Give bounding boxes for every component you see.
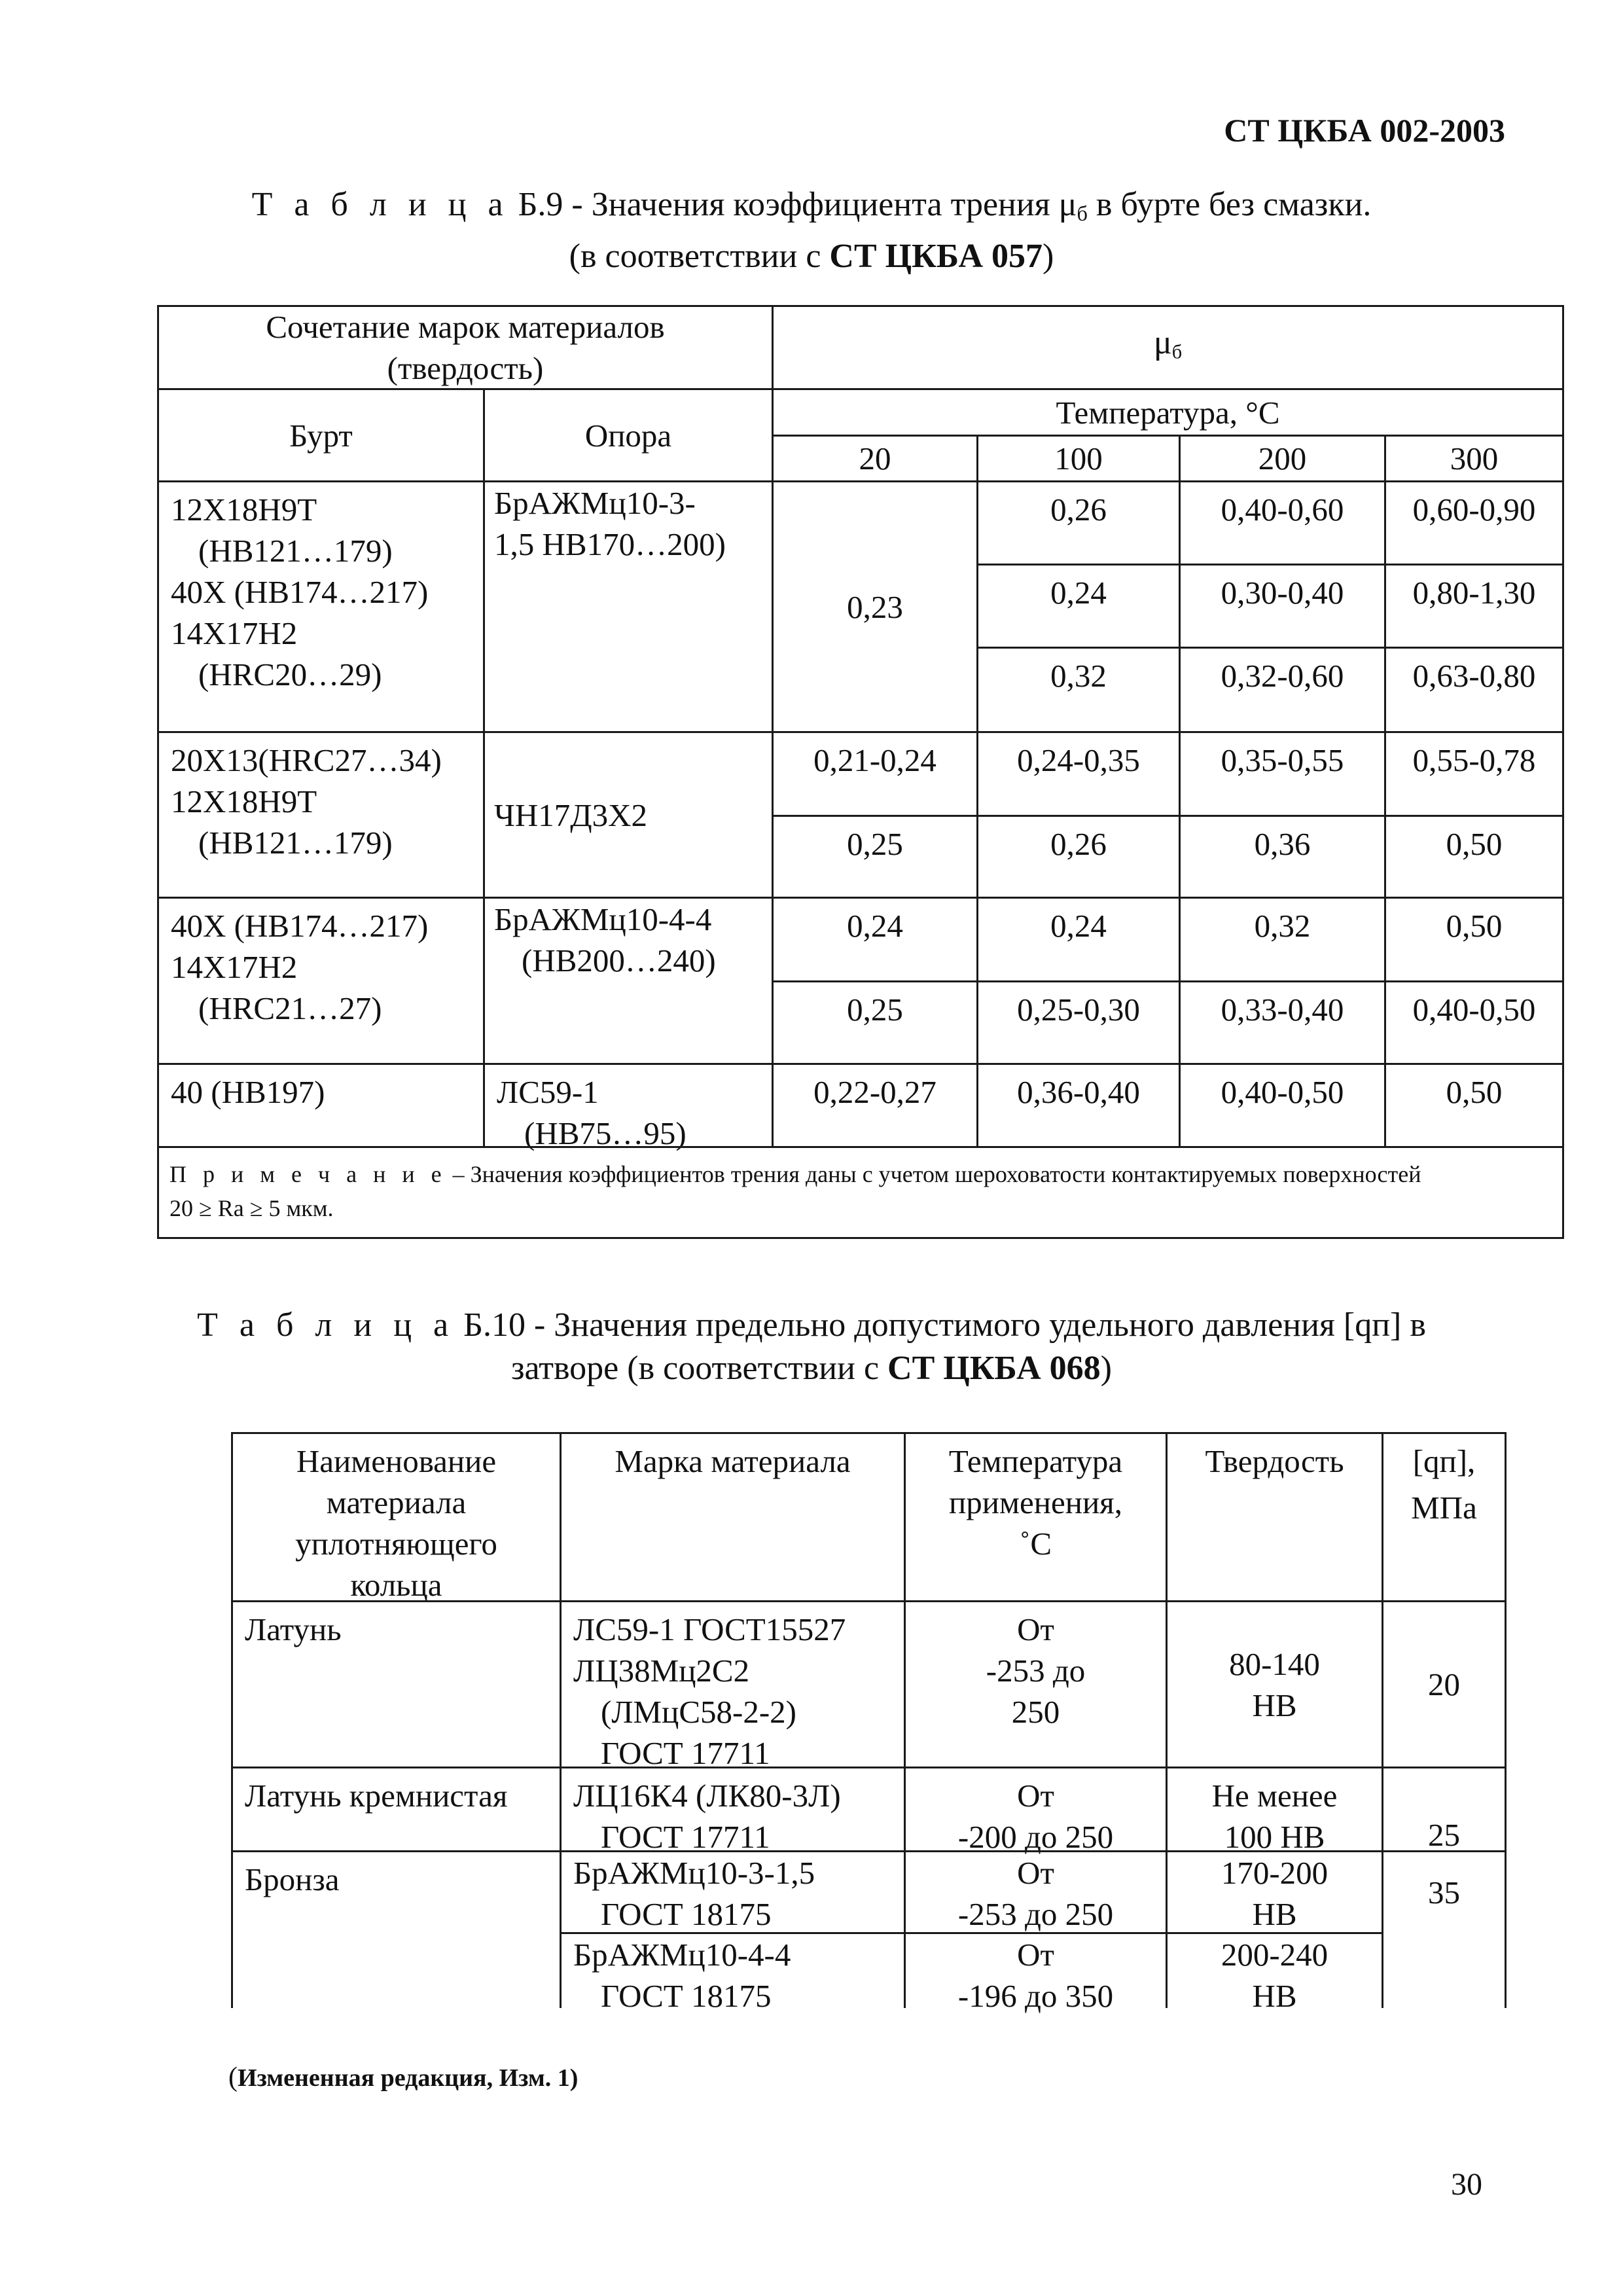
mu-value: 0,22-0,27 — [813, 1074, 936, 1110]
standard-reference: СТ ЦКБА 057 — [829, 238, 1043, 276]
cell-line: БрАЖМц10-4-4 — [573, 1937, 791, 1973]
group3-r2-t300 — [1384, 980, 1564, 1065]
mu-value: 0,50 — [1446, 1074, 1503, 1110]
material-line: 40Х (НВ174…217) — [171, 574, 429, 610]
cell-line: От — [1017, 1855, 1054, 1891]
group3-burt — [157, 897, 485, 1065]
table-b10-caption — [0, 1304, 1623, 1390]
cell-line: ГОСТ 17711 — [601, 1819, 770, 1855]
table-b10-title: Б.10 - Значения предельно допустимого удельного давления [qп] в — [463, 1306, 1426, 1344]
group2-r1-t200 — [1179, 731, 1386, 817]
table-label-spaced: Т а б л и ц а — [197, 1306, 455, 1344]
table-b10-caption-line1 — [0, 1304, 1623, 1347]
cell-line: 200-240 — [1221, 1937, 1329, 1973]
note-text: – Значения коэффициентов трения даны с учетом шероховатости контактируемых поверхностей — [446, 1161, 1421, 1187]
cell-value: 25 — [1428, 1817, 1460, 1853]
caption-suffix: ) — [1043, 238, 1054, 276]
temp-value: 300 — [1450, 440, 1499, 476]
mu-value: 0,32 — [1254, 908, 1311, 944]
cell-line: 80-140 — [1229, 1645, 1320, 1682]
footnote-text: Измененная редакция, Изм. 1 — [238, 2064, 570, 2092]
mu-value: 0,50 — [1446, 908, 1503, 944]
cell-line: -253 до 250 — [957, 1896, 1114, 1932]
row4-temp — [904, 1932, 1168, 2014]
row2-temp — [904, 1767, 1168, 1855]
mu-subscript: б — [1077, 202, 1088, 226]
group1-r1-t300 — [1384, 480, 1564, 565]
mu-value: 0,24 — [847, 908, 903, 944]
page-number: 30 — [1451, 2167, 1482, 2202]
cell-line: Бронза — [245, 1861, 340, 1897]
group2-r2-t20 — [772, 815, 978, 899]
material-line: (НRС21…27) — [198, 990, 382, 1026]
row4-marks — [560, 1932, 906, 2014]
row1-name — [231, 1600, 562, 1768]
cell-line: ГОСТ 18175 — [601, 1896, 772, 1932]
cell-line: -200 до 250 — [957, 1819, 1114, 1855]
row1-hardness — [1166, 1600, 1383, 1768]
mu-value: 0,25-0,30 — [1017, 992, 1140, 1028]
cell-line: Латунь — [245, 1611, 342, 1647]
header-line: Температура — [948, 1443, 1123, 1479]
group1-r1-t200 — [1179, 480, 1386, 565]
table-b10 — [231, 1432, 1507, 2014]
row3-hardness — [1166, 1850, 1383, 1934]
material-line: (НВ75…95) — [524, 1115, 687, 1151]
row1-pressure — [1382, 1600, 1507, 1768]
caption-suffix: ) — [1100, 1350, 1112, 1387]
header-temp-300 — [1384, 435, 1564, 482]
row4-hardness — [1166, 1932, 1383, 2014]
mu-value: 0,40-0,60 — [1221, 492, 1344, 528]
group2-r1-t100 — [976, 731, 1181, 817]
table-b10-caption-line2 — [0, 1347, 1623, 1390]
mu-value: 0,80-1,30 — [1412, 575, 1536, 611]
group1-burt — [157, 480, 485, 733]
header-line: кольца — [350, 1567, 442, 1603]
group4-t20 — [772, 1063, 978, 1148]
row2-marks — [560, 1767, 906, 1855]
group3-r2-t200 — [1179, 980, 1386, 1065]
group4-opora — [483, 1063, 774, 1151]
temp-value: 20 — [859, 440, 891, 476]
header-temp-20 — [772, 435, 978, 482]
group3-r2-t100 — [976, 980, 1181, 1065]
mu-value: 0,60-0,90 — [1412, 492, 1536, 528]
header-line: применения, — [949, 1484, 1122, 1520]
revision-footnote — [228, 2062, 578, 2093]
mu-value: 0,32 — [1050, 658, 1107, 694]
group4-burt — [157, 1063, 485, 1148]
cell-line: НВ — [1252, 1687, 1297, 1723]
header-mu — [772, 305, 1564, 390]
mu-value: 0,36 — [1254, 826, 1311, 862]
mu-value: 0,50 — [1446, 826, 1503, 862]
header-line: Марка материала — [615, 1443, 851, 1479]
group2-opora — [483, 731, 774, 899]
mu-value: 0,26 — [1050, 492, 1107, 528]
header-opora — [483, 388, 774, 482]
row3-name — [231, 1850, 562, 2008]
group2-r2-t300 — [1384, 815, 1564, 899]
group4-t200 — [1179, 1063, 1386, 1148]
material-line: (НRС20…29) — [198, 656, 382, 692]
material-line: 1,5 НВ170…200) — [494, 526, 726, 562]
mu-value: 0,36-0,40 — [1017, 1074, 1140, 1110]
table-b9-caption — [0, 183, 1623, 278]
document-code: СТ ЦКБА 002-2003 — [1224, 112, 1505, 149]
cell-line: -196 до 350 — [957, 1978, 1114, 2014]
header-line: Наименование — [296, 1443, 497, 1479]
mu-value: 0,32-0,60 — [1221, 658, 1344, 694]
mu-value: 0,25 — [847, 826, 903, 862]
row2-name — [231, 1767, 562, 1852]
header-material-grade — [560, 1432, 906, 1602]
mu-value: 0,63-0,80 — [1412, 658, 1536, 694]
cell-line: Латунь кремнистая — [245, 1778, 508, 1814]
cell-line: НВ — [1252, 1896, 1297, 1932]
mu-value: 0,35-0,55 — [1221, 742, 1344, 778]
mu-value: 0,24-0,35 — [1017, 742, 1140, 778]
mu-value: 0,40-0,50 — [1221, 1074, 1344, 1110]
header-label: Бурт — [289, 417, 353, 454]
header-temp-200 — [1179, 435, 1386, 482]
header-line: Твердость — [1205, 1443, 1344, 1479]
caption-prefix: (в соответствии с — [569, 238, 830, 276]
cell-line: 100 НВ — [1224, 1819, 1325, 1855]
header-temperature — [904, 1432, 1168, 1602]
table-label-spaced: Т а б л и ц а — [251, 186, 510, 223]
material-line: (НВ121…179) — [198, 825, 393, 861]
standard-reference: СТ ЦКБА 068 — [887, 1350, 1101, 1387]
mu-value: 0,24 — [1050, 575, 1107, 611]
material-line: (НВ200…240) — [522, 942, 716, 978]
cell-value: 20 — [1428, 1666, 1460, 1702]
group2-r2-t200 — [1179, 815, 1386, 899]
mu-value: 0,33-0,40 — [1221, 992, 1344, 1028]
group1-r3-t200 — [1179, 647, 1386, 733]
row3-pressure — [1382, 1850, 1507, 2008]
header-line: Сочетание марок материалов — [266, 309, 665, 345]
material-line: ЛС59-1 — [497, 1074, 599, 1110]
mu-value: 0,21-0,24 — [813, 742, 936, 778]
mu-value: 0,25 — [847, 992, 903, 1028]
group3-opora — [483, 897, 774, 1065]
cell-line: ЛЦ16К4 (ЛК80-3Л) — [573, 1778, 841, 1814]
table-b9-note — [157, 1146, 1564, 1239]
mu-value: 0,24 — [1050, 908, 1107, 944]
group3-r1-t100 — [976, 897, 1181, 982]
material-line: 40Х (НВ174…217) — [171, 908, 429, 944]
cell-line: От — [1017, 1778, 1054, 1814]
cell-line: ЛЦ38Мц2С2 — [573, 1653, 750, 1689]
mu-symbol: μ — [1153, 324, 1172, 362]
group1-r3-t100 — [976, 647, 1181, 733]
group1-r1-t100 — [976, 480, 1181, 565]
row3-marks — [560, 1850, 906, 1934]
note-label: П р и м е ч а н и е — [169, 1161, 447, 1187]
table-b9-title-tail: в бурте без смазки. — [1087, 186, 1372, 223]
group4-t300 — [1384, 1063, 1564, 1148]
mu-value: 0,40-0,50 — [1412, 992, 1536, 1028]
row1-temp — [904, 1600, 1168, 1768]
header-temperature — [772, 388, 1564, 437]
row1-marks — [560, 1600, 906, 1771]
material-line: 12Х18Н9Т — [171, 492, 317, 528]
group3-r1-t200 — [1179, 897, 1386, 982]
mu-value: 0,30-0,40 — [1221, 575, 1344, 611]
table-b9 — [157, 305, 1564, 1239]
mu-value: 0,23 — [847, 588, 903, 625]
table-b9-caption-line2 — [0, 235, 1623, 278]
header-ring-material — [231, 1432, 562, 1602]
material-line: 20Х13(НRС27…34) — [171, 742, 442, 778]
temp-value: 100 — [1054, 440, 1103, 476]
cell-line: 170-200 — [1221, 1855, 1329, 1891]
material-line: 14Х17Н2 — [171, 949, 298, 985]
group2-burt — [157, 731, 485, 899]
header-burt — [157, 388, 485, 482]
header-pressure — [1382, 1432, 1507, 1602]
group3-r2-t20 — [772, 980, 978, 1065]
group1-t20 — [772, 480, 978, 733]
group2-r1-t20 — [772, 731, 978, 817]
header-line: уплотняющего — [295, 1526, 497, 1562]
material-line: БрАЖМц10-3- — [494, 485, 696, 521]
group1-r2-t300 — [1384, 564, 1564, 649]
mu-subscript: б — [1171, 340, 1183, 363]
cell-line: НВ — [1252, 1978, 1297, 2014]
group3-r1-t20 — [772, 897, 978, 982]
header-hardness — [1166, 1432, 1383, 1602]
header-label: Опора — [584, 417, 672, 454]
temp-value: 200 — [1258, 440, 1307, 476]
cell-line: -253 до — [986, 1653, 1086, 1689]
cell-line: (ЛМцС58-2-2) — [601, 1694, 796, 1730]
cell-line: ГОСТ 18175 — [601, 1978, 772, 2014]
cell-line: БрАЖМц10-3-1,5 — [573, 1855, 815, 1891]
cell-value: 35 — [1428, 1874, 1460, 1910]
footnote-paren-open: ( — [228, 2062, 238, 2092]
header-label: Температура, °С — [1056, 394, 1280, 431]
material-line: 12Х18Н9Т — [171, 783, 317, 819]
header-material-combo — [157, 305, 774, 390]
cell-line: 250 — [1011, 1694, 1060, 1730]
group1-r3-t300 — [1384, 647, 1564, 733]
group3-r1-t300 — [1384, 897, 1564, 982]
material-line: 14Х17Н2 — [171, 615, 298, 651]
footnote-paren-close: ) — [569, 2064, 579, 2092]
group1-opora — [483, 480, 774, 733]
header-line: материала — [326, 1484, 467, 1520]
material-line: 40 (НВ197) — [171, 1074, 325, 1110]
note-line1 — [169, 1157, 1552, 1191]
material-line: (НВ121…179) — [198, 533, 393, 569]
mu-value: 0,26 — [1050, 826, 1107, 862]
cell-line: ГОСТ 17711 — [601, 1735, 770, 1771]
cell-line: От — [1017, 1937, 1054, 1973]
row2-hardness — [1166, 1767, 1383, 1855]
material-line: БрАЖМц10-4-4 — [494, 901, 712, 937]
header-line: МПа — [1411, 1490, 1477, 1526]
header-line: (твердость) — [387, 350, 544, 386]
cell-line: От — [1017, 1611, 1054, 1647]
group1-r2-t100 — [976, 564, 1181, 649]
row3-temp — [904, 1850, 1168, 1934]
table-b9-caption-line1 — [0, 183, 1623, 235]
cell-line: ЛС59-1 ГОСТ15527 — [573, 1611, 846, 1647]
header-line: [qп], — [1412, 1443, 1476, 1479]
group1-r2-t200 — [1179, 564, 1386, 649]
mu-value: 0,55-0,78 — [1412, 742, 1536, 778]
header-line: ˚С — [1020, 1526, 1052, 1562]
note-line2: 20 ≥ Rа ≥ 5 мкм. — [169, 1195, 334, 1221]
group4-t100 — [976, 1063, 1181, 1148]
table-b9-title: Б.9 - Значения коэффициента трения μ — [518, 186, 1077, 223]
group2-r2-t100 — [976, 815, 1181, 899]
material-line: ЧН17Д3Х2 — [494, 797, 648, 833]
header-temp-100 — [976, 435, 1181, 482]
caption-prefix: затворе (в соответствии с — [510, 1350, 888, 1387]
cell-line: Не менее — [1211, 1778, 1338, 1814]
row2-pressure — [1382, 1767, 1507, 1852]
group2-r1-t300 — [1384, 731, 1564, 817]
